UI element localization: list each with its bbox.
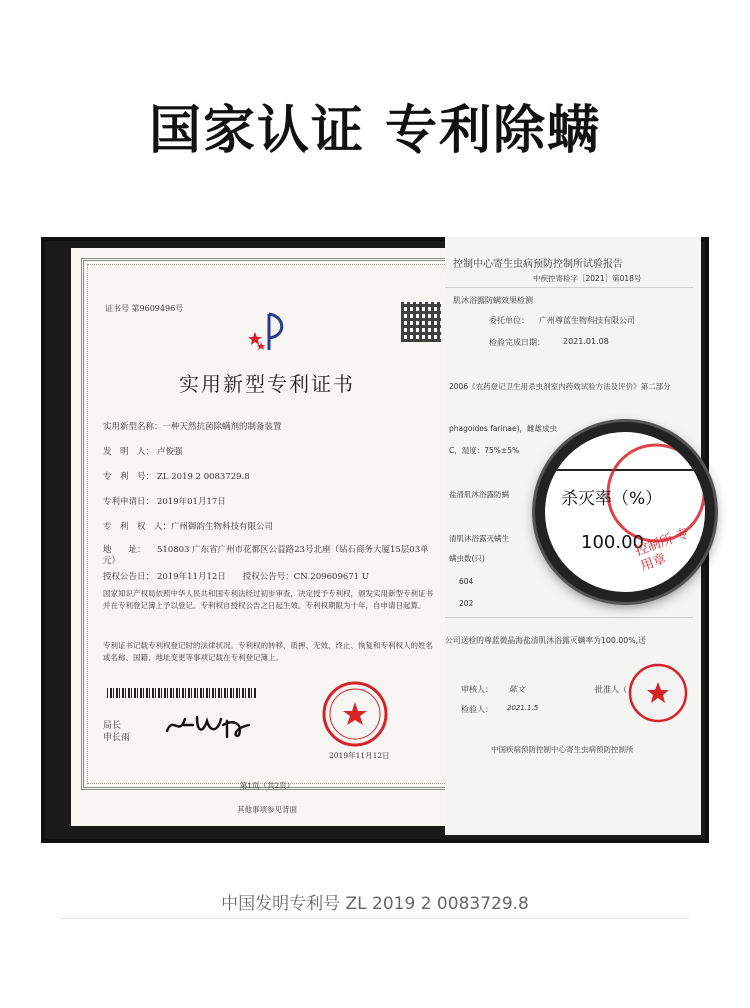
row-label: 专 利 号： xyxy=(103,472,155,482)
report-method: 2006《农药登记卫生用杀虫剂室内药效试验方法及评价》第二部分 xyxy=(449,382,671,391)
qr-code-icon xyxy=(401,302,441,342)
report-test-item: 肌沐浴露防螨效果检测 xyxy=(453,296,533,305)
report-header: 控制中心寄生虫病预防控制所试验报告 xyxy=(453,259,623,270)
report-species: phagoides farinae)，雌雄成虫 xyxy=(449,424,558,433)
row-utility-name xyxy=(103,420,282,432)
row-address xyxy=(103,545,433,567)
report-table-divider xyxy=(445,617,693,618)
report-conditions: C，湿度：75%±5% xyxy=(449,446,520,455)
page-indicator: 第1页（共2页） xyxy=(239,781,295,790)
row-application-date xyxy=(103,495,226,507)
row-label: 地 址： xyxy=(103,545,146,555)
report-client-label: 委托单位： xyxy=(489,316,529,325)
report-count-2: 202 xyxy=(459,599,474,608)
report-code: 中疾控寄检字［2021］第018号 xyxy=(533,274,642,283)
magnifier-stamp-text: 控制所 专用章 xyxy=(633,526,692,575)
patent-office-seal xyxy=(321,680,389,748)
document-frame xyxy=(41,237,709,843)
row-value: 卢俊强 xyxy=(157,447,183,457)
row-value: 510803 广东省广州市花都区公益路23号北座（钻石商务大厦15层03单元） xyxy=(103,545,429,566)
report-tester-label: 检验人： xyxy=(461,705,493,714)
row-patentee xyxy=(103,520,273,532)
row-value: 广州御韵生物科技有限公司 xyxy=(171,522,274,532)
report-divider xyxy=(445,287,693,288)
row-value: 2019年01月17日 xyxy=(157,497,226,507)
report-approver-label: 批准人（ xyxy=(595,685,627,694)
magnifier-label: 杀灭率（%） xyxy=(561,489,663,509)
report-reviewer-sign: 陈文 xyxy=(509,685,525,694)
row-label: 发 明 人： xyxy=(103,447,155,457)
certificate-paragraph-1: 国家知识产权局依照中华人民共和国专利法经过初步审查，决定授予专利权，颁发实用新型专利证书并在专利登记簿上予以登记。专利权自授权公告之日起生效。专利权期限为十年，自申请日起算。 xyxy=(103,589,433,610)
certificate-note: 其他事项参见背面 xyxy=(237,805,297,814)
report-date-label: 检验完成日期： xyxy=(489,338,545,347)
row-label: 授权公告日： xyxy=(103,572,155,582)
bottom-divider xyxy=(60,918,690,919)
director-name: 申长雨 xyxy=(103,733,131,743)
row-label: 实用新型名称： xyxy=(103,422,163,432)
report-reviewer-label: 审核人： xyxy=(461,685,493,694)
magnifier-value: 100.00 xyxy=(581,532,644,553)
row-value: ZL 2019 2 0083729.8 xyxy=(157,472,250,482)
row-value: 2019年11月12日 授权公告号：CN 209609671 U xyxy=(157,572,369,582)
patent-caption: 中国发明专利号 ZL 2019 2 0083729.8 xyxy=(221,894,529,914)
row-label: 专 利 权 人： xyxy=(103,522,172,532)
row-label: 专利申请日： xyxy=(103,497,155,507)
certificate-paragraph-2: 专利证书记载专利权登记时的法律状况。专利权的转移、质押、无效、终止、恢复和专利权人的姓名或名称、国籍、地址变更等事项记载在专利登记簿上。 xyxy=(103,641,433,662)
report-conclusion: 公司送检的尊蓝微晶海盐清肌沐浴露灭螨率为100.00%,送 xyxy=(445,636,646,645)
patent-office-logo-icon xyxy=(247,310,291,354)
report-sample: 盐清肌沐浴露防螨 xyxy=(449,490,509,499)
report-client: 广州尊蓝生物科技有限公司 xyxy=(539,316,635,325)
certificate-title: 实用新型专利证书 xyxy=(179,372,355,396)
row-grant-date xyxy=(103,570,369,582)
row-patent-number xyxy=(103,470,250,482)
certificate-number: 证书号 第9609496号 xyxy=(105,304,184,313)
report-footer: 中国疾病预防控制中心寄生虫病预防控制所 xyxy=(491,745,634,754)
director-title: 局长 xyxy=(103,721,122,731)
seal-date: 2019年11月12日 xyxy=(329,751,390,760)
report-sign-date: 2021.1.5 xyxy=(507,704,539,712)
patent-certificate xyxy=(71,248,463,826)
barcode-icon xyxy=(107,688,257,698)
magnifier-callout xyxy=(535,422,715,602)
row-inventor xyxy=(103,445,183,457)
report-count-1: 604 xyxy=(459,577,474,586)
test-report xyxy=(445,237,701,835)
headline: 国家认证 专利除螨 xyxy=(148,101,602,161)
row-value: 一种天然抗菌除螨剂的制备装置 xyxy=(162,422,282,432)
report-red-seal xyxy=(627,662,689,724)
report-count-label: 螨虫数(只) xyxy=(449,554,485,563)
director-signature xyxy=(163,711,259,741)
report-date: 2021.01.08 xyxy=(563,337,609,346)
report-product: 清肌沐浴露灭螨生 xyxy=(449,534,509,543)
